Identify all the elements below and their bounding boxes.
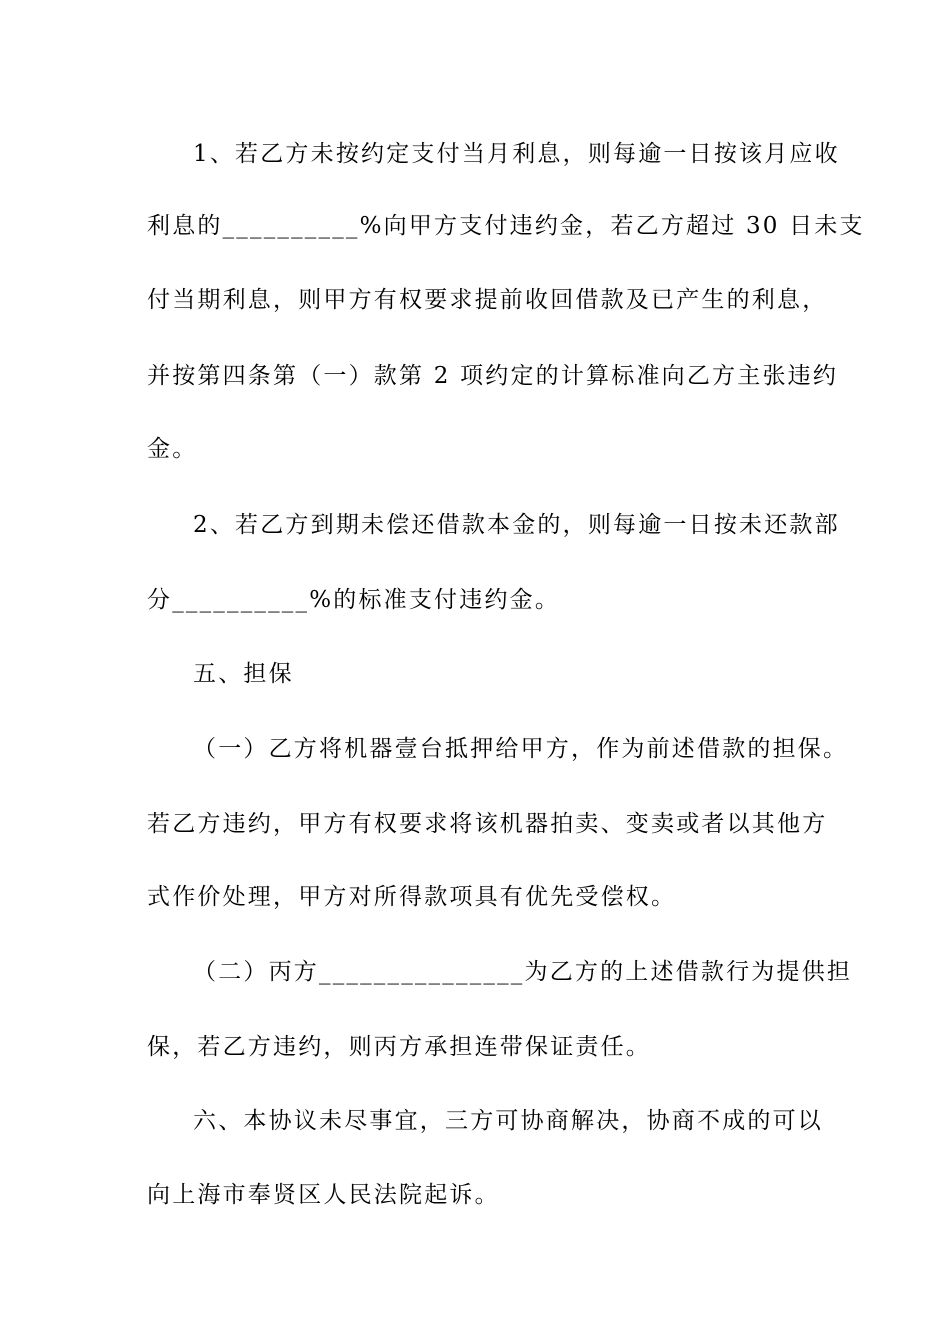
clause-5-1-line-2: 若乙方违约，甲方有权要求将该机器拍卖、变卖或者以其他方 [147,811,828,837]
clause-4-1-line-2: 利息的__________%向甲方支付违约金，若乙方超过 30 日未支 [147,213,865,239]
clause-4-2-line-1: 2、若乙方到期未偿还借款本金的，则每逾一日按未还款部 [193,512,840,538]
clause-5-1-line-3: 式作价处理，甲方对所得款项具有优先受偿权。 [147,884,677,910]
clause-6-line-1: 六、本协议未尽事宜，三方可协商解决，协商不成的可以 [193,1108,823,1134]
clause-4-1-line-1: 1、若乙方未按约定支付当月利息，则每逾一日按该月应收 [193,141,840,167]
clause-5-2-line-2: 保，若乙方违约，则丙方承担连带保证责任。 [147,1034,651,1060]
clause-5-2-line-1: （二）丙方_______________为乙方的上述借款行为提供担 [193,959,853,985]
section-heading-guarantee: 五、担保 [193,661,294,687]
clause-4-2-line-2: 分__________%的标准支付违约金。 [147,587,561,613]
clause-4-1-line-3: 付当期利息，则甲方有权要求提前收回借款及已产生的利息， [147,287,828,313]
clause-5-1-line-1: （一）乙方将机器壹台抵押给甲方，作为前述借款的担保。 [193,736,849,762]
clause-4-1-line-5: 金。 [147,436,198,462]
clause-6-line-2: 向上海市奉贤区人民法院起诉。 [147,1182,500,1208]
clause-4-1-line-4: 并按第四条第（一）款第 2 项约定的计算标准向乙方主张违约 [147,363,839,389]
